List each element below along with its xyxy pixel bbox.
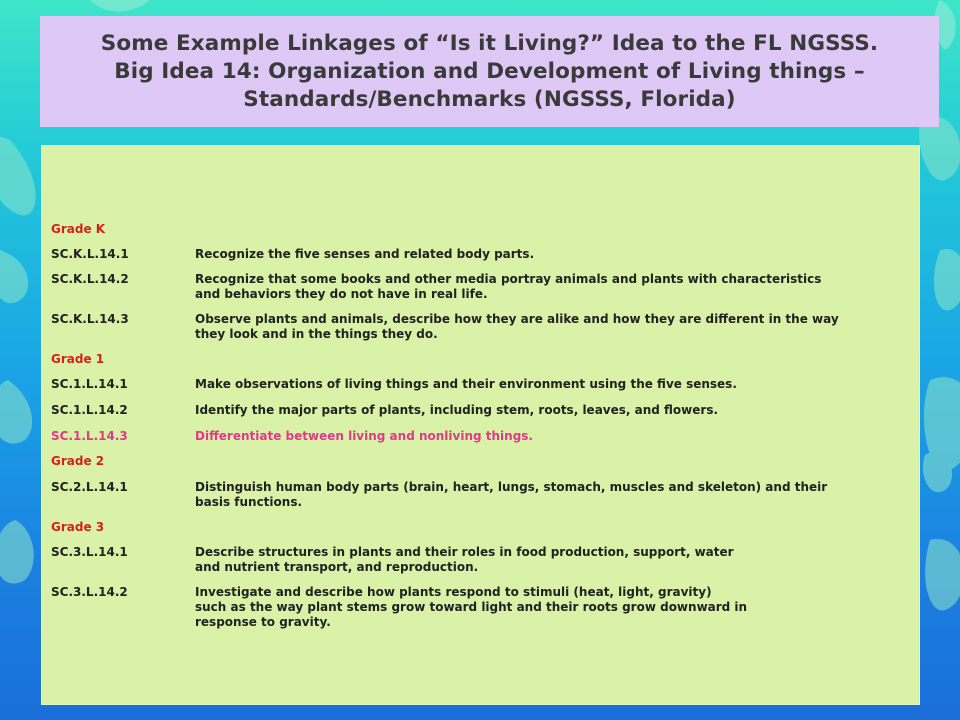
grade-heading-k xyxy=(51,222,909,237)
grade-label: Grade 2 xyxy=(51,454,105,468)
standard-code: SC.1.L.14.1 xyxy=(51,377,128,391)
standard-description: Recognize the five senses and related body parts. xyxy=(195,247,535,261)
standard-code: SC.3.L.14.1 xyxy=(51,545,128,559)
standard-description: Identify the major parts of plants, including stem, roots, leaves, and flowers. xyxy=(195,403,719,417)
standard-row xyxy=(51,312,909,342)
standards-panel xyxy=(41,145,920,705)
standards-list xyxy=(51,222,909,630)
standard-code: SC.K.L.14.1 xyxy=(51,247,129,261)
standard-description: Make observations of living things and their environment using the five senses. xyxy=(195,377,737,391)
grade-heading-1 xyxy=(51,352,909,367)
title-banner xyxy=(40,16,939,127)
standard-row xyxy=(51,545,909,575)
grade-heading-2 xyxy=(51,454,909,469)
standard-row-highlighted xyxy=(51,429,909,444)
standard-code: SC.1.L.14.2 xyxy=(51,403,128,417)
standard-row xyxy=(51,272,909,302)
standard-row xyxy=(51,247,909,262)
standard-code: SC.2.L.14.1 xyxy=(51,480,128,494)
title-line-1: Some Example Linkages of “Is it Living?” Idea to the FL NGSSS. xyxy=(100,30,879,56)
standard-description: Distinguish human body parts (brain, heart, lungs, stomach, muscles and skeleton) and their basis functions. xyxy=(195,480,828,509)
standard-code: SC.3.L.14.2 xyxy=(51,585,128,599)
grade-label: Grade K xyxy=(51,222,106,236)
slide-title xyxy=(101,30,878,114)
grade-label: Grade 1 xyxy=(51,352,105,366)
grade-label: Grade 3 xyxy=(51,520,105,534)
grade-heading-3 xyxy=(51,520,909,535)
standard-row xyxy=(51,403,909,418)
standard-code: SC.K.L.14.2 xyxy=(51,272,129,286)
standard-description: Describe structures in plants and their roles in food production, support, water and nutrient transport, and reproduction. xyxy=(195,545,734,574)
standard-description: Investigate and describe how plants respond to stimuli (heat, light, gravity) such as the way plant stems grow toward light and their roots grow downward in response to gravity. xyxy=(195,585,748,629)
standard-description: Observe plants and animals, describe how they are alike and how they are different in the way they look and in the things they do. xyxy=(195,312,839,341)
standard-description: Recognize that some books and other media portray animals and plants with characteristics and behaviors they do not have in real life. xyxy=(195,272,822,301)
title-line-2: Big Idea 14: Organization and Development of Living things – xyxy=(114,58,865,84)
standard-description: Differentiate between living and nonliving things. xyxy=(195,429,533,443)
standard-row xyxy=(51,480,909,510)
standard-row xyxy=(51,585,909,630)
standard-code: SC.K.L.14.3 xyxy=(51,312,129,326)
title-line-3: Standards/Benchmarks (NGSSS, Florida) xyxy=(243,86,736,112)
standard-code: SC.1.L.14.3 xyxy=(51,429,128,443)
standard-row xyxy=(51,377,909,392)
